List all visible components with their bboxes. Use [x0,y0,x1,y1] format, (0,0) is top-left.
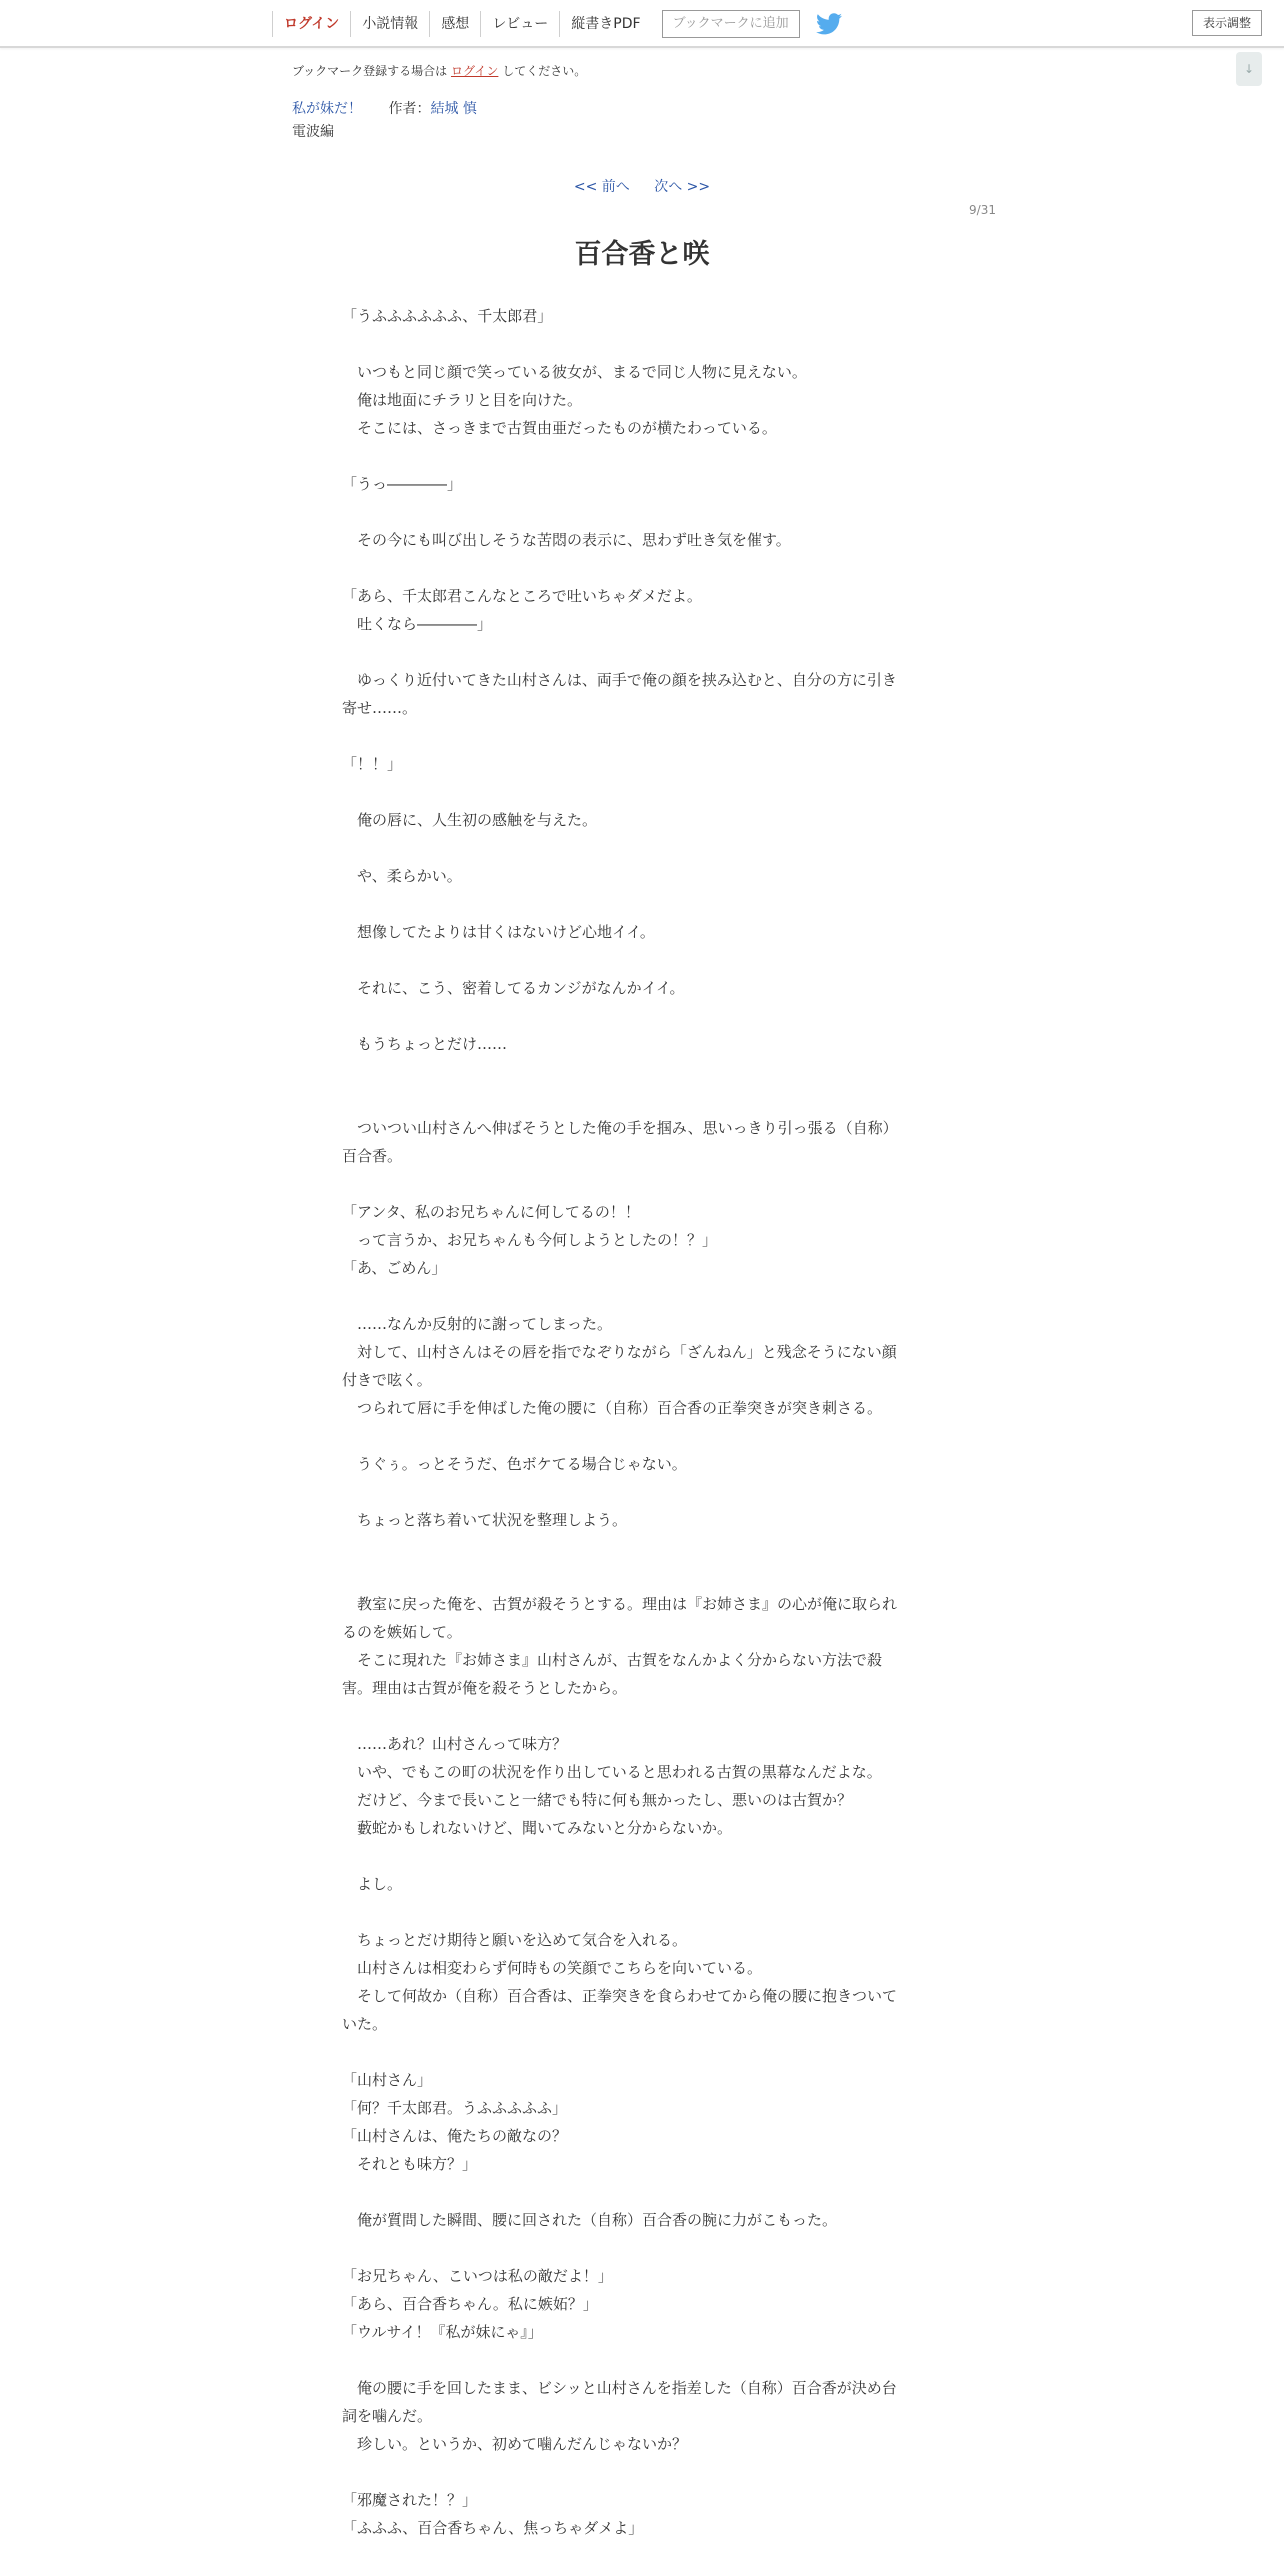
body-line: 俺の唇に、人生初の感触を与えた。 [342,811,598,829]
nav-review[interactable]: レビュー [480,11,559,37]
series-title-link[interactable]: 私が妹だ！ [292,101,362,117]
body-line: 「山村さんは、俺たちの敵なの？ [342,2127,568,2145]
body-line [342,2346,942,2374]
body-line [342,2234,942,2262]
body-line: 藪蛇かもしれないけど、聞いてみないと分からないか。 [342,1819,733,1837]
body-line [342,1058,942,1086]
body-line [342,1422,942,1450]
body-line [342,442,942,470]
body-line: 「あ、ごめん」 [342,1259,447,1277]
body-line: つられて唇に手を伸ばした俺の腰に（自称）百合香の正拳突きが突き刺さる。 [342,1399,883,1417]
body-line [342,1702,942,1730]
page-number: 9/31 [969,203,996,217]
body-line [342,2178,942,2206]
bookmark-notice-pre: ブックマーク登録する場合は [292,64,451,78]
body-line [342,1562,942,1590]
bookmark-notice [292,62,586,79]
body-line: ……なんか反射的に謝ってしまった。 [342,1315,613,1333]
body-line: そして何故か（自称）百合香は、正拳突きを食らわせてから俺の腰に抱きついて [342,1987,898,2005]
body-line [342,638,942,666]
body-line: 詞を噛んだ。 [342,2407,433,2425]
body-line [342,1478,942,1506]
body-line [342,1842,942,1870]
body-line: もうちょっとだけ…… [342,1035,508,1053]
body-line [342,834,942,862]
body-line: うぐぅ。っとそうだ、色ボケてる場合じゃない。 [342,1455,687,1473]
body-line: 「ふふふ、百合香ちゃん、焦っちゃダメよ」 [342,2519,644,2537]
body-line: 俺の腰に手を回したまま、ビシッと山村さんを指差した（自称）百合香が決め台 [342,2379,897,2397]
nav-login[interactable]: ログイン [272,11,350,37]
body-line: ちょっと落ち着いて状況を整理しよう。 [342,1511,628,1529]
body-line: ついつい山村さんへ伸ばそうとした俺の手を掴み、思いっきり引っ張る（自称） [342,1119,898,1137]
body-line: それに、こう、密着してるカンジがなんかイイ。 [342,979,685,997]
body-line [342,1170,942,1198]
body-line: 「アンタ、私のお兄ちゃんに何してるの！！ [342,1203,640,1221]
body-line [342,1282,942,1310]
body-line: だけど、今まで長いこと一緒でも特に何も無かったし、悪いのは古賀か？ [342,1791,853,1809]
body-line: そこに現れた『お姉さま』山村さんが、古賀をなんかよく分からない方法で殺 [342,1651,883,1669]
body-line: 珍しい。というか、初めて噛んだんじゃないか？ [342,2435,688,2453]
nav-impressions[interactable]: 感想 [429,11,480,37]
twitter-bird-icon[interactable] [816,13,842,35]
body-line: 吐くなら――――」 [342,615,493,633]
body-line: 教室に戻った俺を、古賀が殺そうとする。理由は『お姉さま』の心が俺に取られ [342,1595,898,1613]
body-line: 対して、山村さんはその唇を指でなぞりながら「ざんねん」と残念そうにない顔 [342,1343,897,1361]
body-line: 俺が質問した瞬間、腰に回された（自称）百合香の腕に力がこもった。 [342,2211,838,2229]
body-line [342,1898,942,1926]
novel-body [342,302,942,2542]
body-line: 「うふふふふふふ、千太郎君」 [342,307,553,325]
bookmark-login-link[interactable]: ログイン [450,64,499,78]
nav-vertical-pdf[interactable]: 縦書きPDF [559,11,651,37]
bookmark-notice-post: してください。 [498,64,587,78]
scroll-down-button[interactable]: ↓ [1236,52,1262,86]
body-line [342,778,942,806]
body-line [342,1002,942,1030]
body-line [342,2038,942,2066]
body-line: 害。理由は古賀が俺を殺そうとしたから。 [342,1679,628,1697]
body-line: 想像してたよりは甘くはないけど心地イイ。 [342,923,655,941]
body-line: 「お兄ちゃん、こいつは私の敵だよ！」 [342,2267,613,2285]
body-line: や、柔らかい。 [342,867,462,885]
body-line: 俺は地面にチラリと目を向けた。 [342,391,583,409]
body-line: 「うっ――――」 [342,475,463,493]
body-line [342,554,942,582]
body-line: その今にも叫び出しそうな苦悶の表示に、思わず吐き気を催す。 [342,531,791,549]
pager [0,176,1284,196]
author-link[interactable]: 結城 慎 [430,101,477,117]
body-line [342,330,942,358]
body-line: それとも味方？」 [342,2155,478,2173]
display-settings-button[interactable]: 表示調整 [1192,10,1262,36]
chapter-title: 百合香と咲 [574,239,710,270]
body-line: るのを嫉妬して。 [342,1623,462,1641]
body-line: 「あら、百合香ちゃん。私に嫉妬？」 [342,2295,598,2313]
body-line: 「あら、千太郎君こんなところで吐いちゃダメだよ。 [342,587,702,605]
add-bookmark-button[interactable]: ブックマークに追加 [662,10,800,38]
body-line: 付きで呟く。 [342,1371,432,1389]
prev-page-link[interactable]: << 前へ [573,179,630,195]
body-line: 「ウルサイ！『私が妹にゃ』」 [342,2323,543,2341]
nav-menu [272,10,842,38]
body-line: 「山村さん」 [342,2071,433,2089]
body-line: いた。 [342,2015,388,2033]
body-line: 「何？千太郎君。うふふふふふ」 [342,2099,568,2117]
body-line: ……あれ？山村さんって味方？ [342,1735,568,1753]
novel-title-line [292,98,477,118]
body-line [342,946,942,974]
top-nav-bar [0,0,1284,48]
body-line: って言うか、お兄ちゃんも今何しようとしたの！？」 [342,1231,718,1249]
body-line: いや、でもこの町の状況を作り出していると思われる古賀の黒幕なんだよな。 [342,1763,882,1781]
body-line [342,498,942,526]
author-label: 作者： [388,101,431,117]
nav-novel-info[interactable]: 小説情報 [350,11,429,37]
body-line [342,722,942,750]
body-line: 山村さんは相変わらず何時もの笑顔でこちらを向いている。 [342,1959,763,1977]
body-line: 百合香。 [342,1147,403,1165]
body-line: ゆっくり近付いてきた山村さんは、両手で俺の顔を挟み込むと、自分の方に引き [342,671,897,689]
body-line: いつもと同じ顔で笑っている彼女が、まるで同じ人物に見えない。 [342,363,807,381]
body-line: 「！！」 [342,755,403,773]
body-line: 寄せ……。 [342,699,418,717]
body-line [342,890,942,918]
next-page-link[interactable]: 次へ >> [654,179,711,195]
body-line: 「邪魔された！？」 [342,2491,478,2509]
body-line [342,1086,942,1114]
body-line: ちょっとだけ期待と願いを込めて気合を入れる。 [342,1931,688,1949]
chapter-group-title: 電波編 [292,124,334,140]
body-line: そこには、さっきまで古賀由亜だったものが横たわっている。 [342,419,777,437]
body-line [342,2458,942,2486]
body-line [342,1534,942,1562]
body-line: よし。 [342,1875,403,1893]
